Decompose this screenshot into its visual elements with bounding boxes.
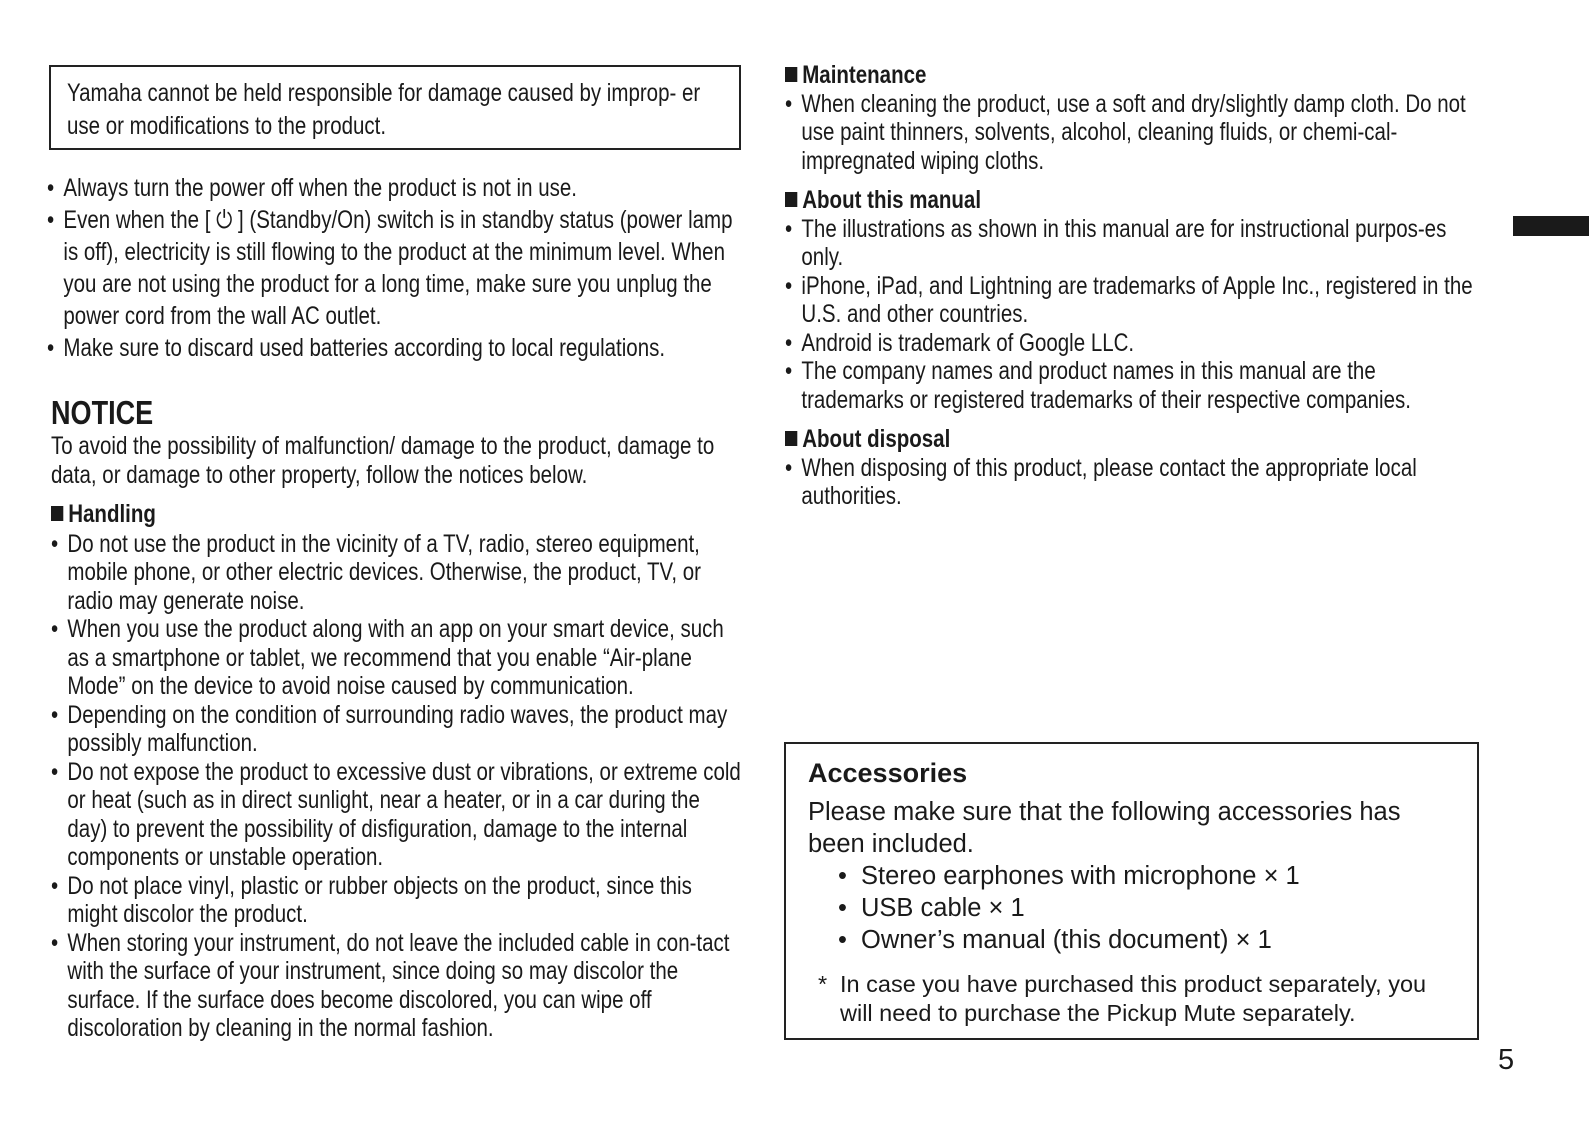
accessories-title: Accessories xyxy=(808,758,968,788)
about-manual-title: About this manual xyxy=(785,186,1482,215)
notice-title: NOTICE xyxy=(51,394,154,431)
about-disposal-title: About disposal xyxy=(785,425,1482,454)
square-bullet-icon xyxy=(785,67,797,82)
square-bullet-icon xyxy=(785,192,797,207)
list-item: • USB cable × 1 xyxy=(838,892,1300,924)
list-item: • The company names and product names in this manual are the trademarks or registered trademarks of their respective companies. xyxy=(785,357,1411,414)
notice-section xyxy=(51,394,896,490)
list-item: • Make sure to discard used batteries according to local regulations. xyxy=(47,334,666,362)
list-item: • Depending on the condition of surrounding radio waves, the product may possibly malfunction. xyxy=(51,700,728,757)
list-item: • When you use the product along with an app on your smart device, such as a smartphone or tablet, we recommend that you enable “Air-plane Mode” on the device to avoid noise caused by communication. xyxy=(51,615,724,700)
disclaimer-box xyxy=(49,65,741,150)
list-item: • Do not place vinyl, plastic or rubber objects on the product, since this might discolor the product. xyxy=(51,871,692,928)
accessories-list xyxy=(838,860,1300,956)
list-item: • Owner’s manual (this document) × 1 xyxy=(838,924,1300,956)
accessories-intro: Please make sure that the following accessories has been included. xyxy=(808,798,1401,858)
section-tab-marker xyxy=(1513,216,1589,236)
power-bullets xyxy=(47,172,892,364)
square-bullet-icon xyxy=(51,506,63,521)
list-item: • When disposing of this product, please contact the appropriate local authorities. xyxy=(785,453,1417,510)
right-column-sections xyxy=(785,61,1589,511)
list-item: • Always turn the power off when the product is not in use. xyxy=(47,174,577,202)
list-item: • Stereo earphones with microphone × 1 xyxy=(838,860,1300,892)
accessories-note: * In case you have purchased this product separately, you will need to purchase the Pickup Mute separately. xyxy=(818,971,1427,1026)
disclaimer-text: Yamaha cannot be held responsible for damage caused by improp- er use or modifications to the product. xyxy=(67,79,701,140)
list-item: • Android is trademark of Google LLC. xyxy=(785,328,1135,357)
list-item: • When cleaning the product, use a soft and dry/slightly damp cloth. Do not use paint thinners, solvents, alcohol, cleaning fluids, or chemi-cal-impregnated wiping cloths. xyxy=(785,89,1466,175)
list-item: • When storing your instrument, do not leave the included cable in con-tact with the surface of your instrument, since doing so may discolor the surface. If the surface does become discolored, you can wipe off discoloration by cleaning in the normal fashion. xyxy=(51,928,730,1042)
list-item: • Do not expose the product to excessive dust or vibrations, or extreme cold or heat (such as in direct sunlight, near a heater, or in a car during the day) to prevent the possibility of disfiguration, damage to the internal components or unstable operation. xyxy=(51,757,741,871)
page-number: 5 xyxy=(1498,1044,1515,1076)
list-item: • Do not use the product in the vicinity of a TV, radio, stereo equipment, mobile phone, or other electric devices. Otherwise, the product, TV, or radio may generate noise. xyxy=(51,529,701,615)
list-item: • Even when the [ ⏻ ] (Standby/On) switch is in standby status (power lamp is off), electricity is still flowing to the product at the minimum level. When you are not using the product for a long time, make sure you unplug the power cord from the wall AC outlet. xyxy=(47,206,733,330)
accessories-box xyxy=(784,742,1479,1040)
handling-section xyxy=(51,500,896,1043)
maintenance-title: Maintenance xyxy=(785,61,1482,90)
asterisk-mark: * xyxy=(818,971,828,997)
list-item: • The illustrations as shown in this manual are for instructional purpos-es only. xyxy=(785,214,1447,271)
square-bullet-icon xyxy=(785,431,797,446)
list-item: • iPhone, iPad, and Lightning are trademarks of Apple Inc., registered in the U.S. and other countries. xyxy=(785,271,1473,328)
notice-intro: To avoid the possibility of malfunction/ damage to the product, damage to data, or damage to other property, follow the notices below. xyxy=(51,432,715,489)
handling-title: Handling xyxy=(51,500,744,529)
